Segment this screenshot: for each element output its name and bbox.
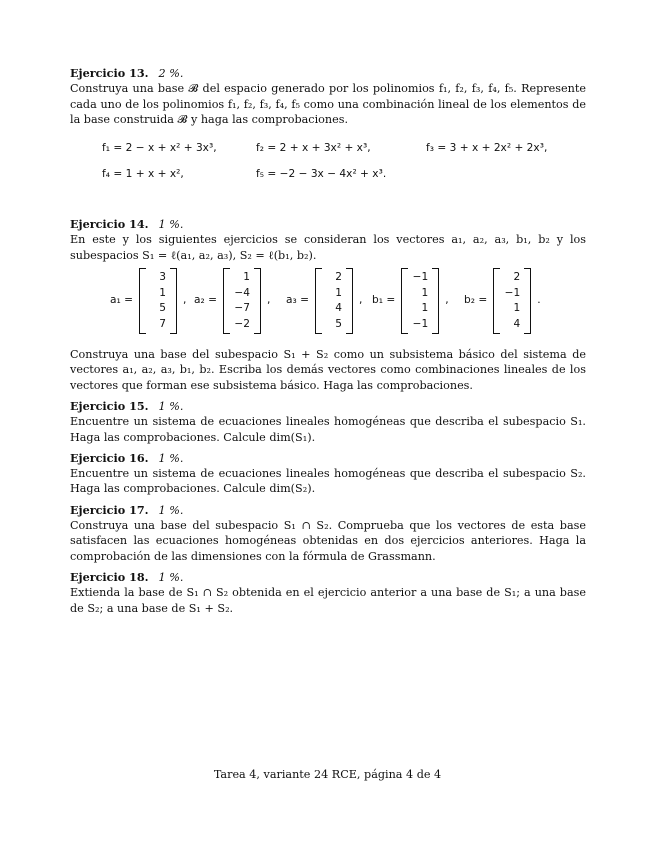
right-bracket — [432, 268, 439, 334]
exercise-14-percent: 1 %. — [158, 218, 184, 232]
right-bracket — [346, 268, 353, 334]
vector-b2 — [464, 269, 541, 333]
vector-definitions — [70, 269, 586, 347]
left-bracket — [223, 268, 230, 334]
right-bracket — [170, 268, 177, 334]
exercise-15-title: Ejercicio 15. — [70, 398, 149, 413]
vector-entry: 1 — [421, 302, 429, 315]
exercise-15-percent: 1 %. — [158, 399, 184, 413]
exercise-17-percent: 1 %. — [158, 503, 184, 517]
vector-entry: 3 — [159, 271, 166, 284]
vector-b2-entries — [500, 270, 524, 332]
vector-entry: 1 — [243, 271, 250, 284]
right-bracket — [254, 268, 261, 334]
vector-a1-label: a₁ = — [110, 294, 133, 307]
polynomial-f4: f₄ = 1 + x + x², — [102, 168, 184, 181]
vector-entry: 4 — [513, 317, 521, 330]
vector-b1-label: b₁ = — [372, 294, 396, 307]
vector-separator: , — [445, 294, 449, 307]
vector-entry: 2 — [335, 271, 342, 284]
exercise-14-heading — [70, 217, 586, 232]
vector-a3-label: a₃ = — [286, 294, 309, 307]
exercise-15-text: Encuentre un sistema de ecuaciones lineales homogéneas que describa el subespacio S₁. Haga las comprobaciones. Calcule dim(S₁). — [70, 415, 586, 444]
exercise-13-percent: 2 %. — [158, 67, 184, 80]
exercise-16-title: Ejercicio 16. — [70, 450, 149, 465]
vector-entry: −7 — [234, 302, 250, 315]
exercise-13-text: Construya una base 𝓑 del espacio generado por los polinomios f₁, f₂, f₃, f₄, f₅. Represente cada uno de los polinomios f₁, f₂, f₃, f₄, f₅ como una combinación lineal de los elementos de la base construida 𝓑 y haga las comprobaciones. — [70, 82, 586, 126]
exercise-16-heading — [70, 451, 586, 466]
exercise-13-title: Ejercicio 13. — [70, 66, 149, 80]
vector-separator: , — [182, 294, 187, 307]
left-bracket — [401, 268, 408, 334]
vector-entry: −2 — [234, 317, 250, 330]
vector-separator: , — [358, 294, 363, 307]
vector-entry: −1 — [412, 317, 429, 330]
vector-a1-entries — [146, 270, 170, 332]
vector-a1 — [110, 269, 186, 333]
page-footer: Tarea 4, variante 24 RCE, página 4 de 4 — [213, 768, 442, 781]
exercise-17-heading — [70, 503, 586, 518]
polynomial-f3: f₃ = 3 + x + 2x² + 2x³, — [426, 142, 548, 155]
vector-a2-entries — [230, 270, 254, 332]
vector-entry: 5 — [335, 317, 342, 330]
polynomial-f1: f₁ = 2 − x + x² + 3x³, — [102, 142, 217, 155]
exercise-13-heading — [70, 66, 586, 81]
exercise-17-title: Ejercicio 17. — [70, 502, 149, 517]
vector-entry: 1 — [421, 286, 429, 299]
vector-b2-label: b₂ = — [464, 294, 488, 307]
vector-entry: −1 — [504, 286, 521, 299]
vector-entry: 5 — [159, 302, 166, 315]
exercise-14-text: Construya una base del subespacio S₁ + S₂ como un subsistema básico del sistema de vectores a₁, a₂, a₃, b₁, b₂. Escriba los demás vectores como combinaciones lineales de los vectores que forman ese subsistema básico. Haga las comprobaciones. — [70, 348, 586, 392]
vector-entry: −1 — [412, 271, 429, 284]
exercise-15-heading — [70, 399, 586, 414]
vector-separator: . — [537, 294, 541, 307]
vector-a2-label: a₂ = — [194, 294, 217, 307]
vector-entry: 1 — [513, 302, 521, 315]
polynomial-f5: f₅ = −2 − 3x − 4x² + x³. — [256, 168, 387, 181]
vector-entry: 1 — [335, 286, 342, 299]
vector-entry: 1 — [159, 286, 166, 299]
vector-b1-entries — [408, 270, 432, 332]
left-bracket — [493, 268, 500, 334]
right-bracket — [524, 268, 531, 334]
vector-a3 — [286, 269, 362, 333]
left-bracket — [139, 268, 146, 334]
vector-a2 — [194, 269, 270, 333]
exercise-18-heading — [70, 570, 586, 585]
exercise-18-title: Ejercicio 18. — [70, 569, 149, 584]
vector-entry: −4 — [234, 286, 250, 299]
exercise-16-percent: 1 %. — [158, 451, 184, 465]
polynomial-f2: f₂ = 2 + x + 3x² + x³, — [256, 142, 371, 155]
exercise-16-text: Encuentre un sistema de ecuaciones lineales homogéneas que describa el subespacio S₂. Haga las comprobaciones. Calcule dim(S₂). — [70, 467, 586, 496]
exercise-14-intro: En este y los siguientes ejercicios se consideran los vectores a₁, a₂, a₃, b₁, b₂ y los subespacios S₁ = ℓ(a₁, a₂, a₃), S₂ = ℓ(b₁, b₂). — [70, 233, 586, 262]
exercise-18-text: Extienda la base de S₁ ∩ S₂ obtenida en el ejercicio anterior a una base de S₁; a una base de S₂; a una base de S₁ + S₂. — [70, 586, 586, 615]
polynomial-list — [70, 137, 586, 193]
vector-b1 — [372, 269, 449, 333]
vector-entry: 4 — [335, 302, 342, 315]
exercise-14-title: Ejercicio 14. — [70, 217, 149, 232]
exercise-17-text: Construya una base del subespacio S₁ ∩ S₂. Comprueba que los vectores de esta base satisfacen las ecuaciones homogéneas obtenidas en dos ejercicios anteriores. Haga la comprobación de las dimensiones con la fórmula de Grassmann. — [70, 519, 586, 563]
vector-a3-entries — [322, 270, 346, 332]
document-body — [70, 66, 586, 616]
exercise-18-percent: 1 %. — [158, 570, 184, 584]
vector-entry: 2 — [513, 271, 521, 284]
vector-separator: , — [266, 294, 271, 307]
vector-entry: 7 — [159, 317, 166, 330]
left-bracket — [315, 268, 322, 334]
